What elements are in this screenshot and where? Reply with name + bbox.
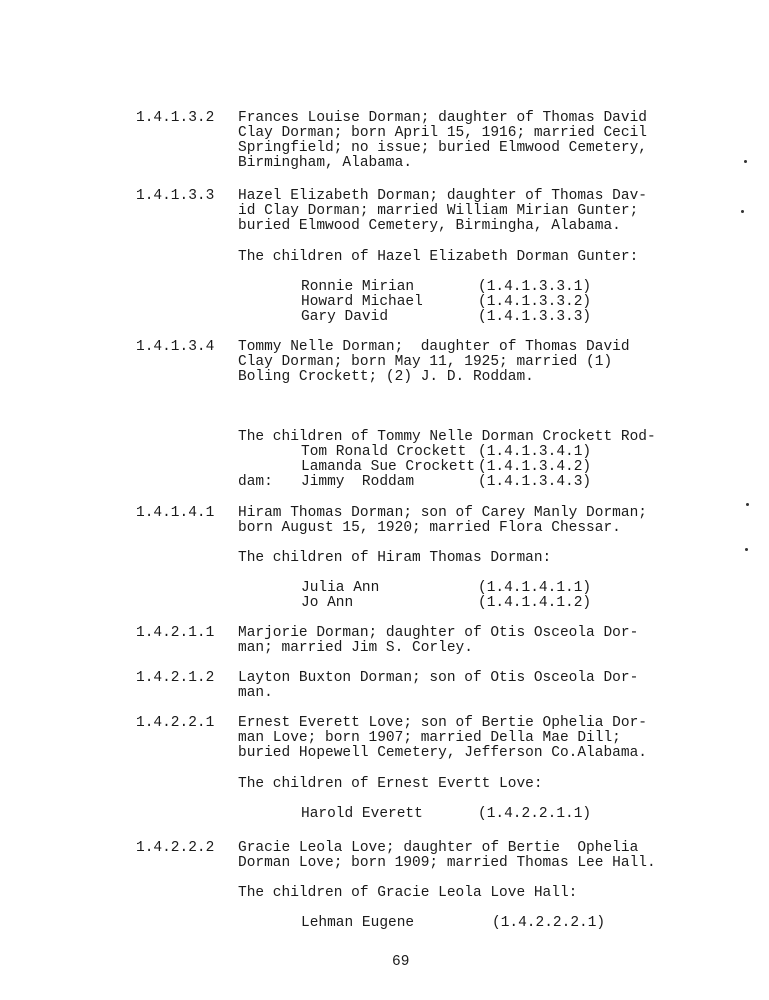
child-number: (1.4.1.3.4.3) [478, 474, 592, 490]
entry-line: Clay Dorman; born April 15, 1916; married Cecil [238, 125, 647, 141]
entry-line: born August 15, 1920; married Flora Chessar. [238, 520, 621, 536]
entry-text [238, 506, 678, 536]
entry-line: man; married Jim S. Corley. [238, 640, 473, 656]
children-intro: The children of Gracie Leola Love Hall: [238, 885, 578, 901]
entry-number: 1.4.2.1.1 [136, 625, 215, 641]
child-number: (1.4.2.2.1.1) [478, 806, 592, 822]
child-number: (1.4.1.3.3.2) [478, 294, 592, 310]
entry-number: 1.4.2.1.2 [136, 670, 215, 686]
entry-text [238, 189, 678, 234]
child-row [0, 475, 769, 490]
child-name: Jimmy Roddam [301, 474, 415, 490]
entry-line: buried Hopewell Cemetery, Jefferson Co.Alabama. [238, 745, 647, 761]
child-number: (1.4.2.2.2.1) [492, 915, 606, 931]
child-number: (1.4.1.3.4.1) [478, 444, 592, 460]
child-name: Gary David [301, 309, 389, 325]
entry-text [238, 340, 678, 385]
page-number: 69 [392, 954, 410, 970]
entry-line: id Clay Dorman; married William Mirian Gunter; [238, 203, 639, 219]
entry-line: Ernest Everett Love; son of Bertie Ophelia Dor- [238, 715, 647, 731]
child-number: (1.4.1.4.1.2) [478, 595, 592, 611]
child-row [0, 807, 769, 822]
children-intro: The children of Hazel Elizabeth Dorman Gunter: [238, 249, 639, 265]
children-intro: The children of Hiram Thomas Dorman: [238, 550, 552, 566]
entry-line: Gracie Leola Love; daughter of Bertie Ophelia [238, 840, 639, 856]
scan-speck [744, 160, 747, 163]
entry-line: Birmingham, Alabama. [238, 155, 413, 171]
child-row [0, 916, 769, 931]
entry-text [238, 111, 678, 171]
entry-text [238, 841, 678, 871]
children-intro: The children of Ernest Evertt Love: [238, 776, 543, 792]
child-name: Ronnie Mirian [301, 279, 415, 295]
child-name: Harold Everett [301, 806, 423, 822]
child-row [0, 310, 769, 325]
entry-text [238, 671, 678, 701]
entry-line: Hazel Elizabeth Dorman; daughter of Thomas Dav- [238, 188, 647, 204]
child-number: (1.4.1.3.3.1) [478, 279, 592, 295]
entry-line: Dorman Love; born 1909; married Thomas Lee Hall. [238, 855, 656, 871]
children-intro-line: dam: [238, 474, 273, 490]
entry-text [238, 716, 678, 761]
child-row [0, 460, 769, 475]
entry-line: Hiram Thomas Dorman; son of Carey Manly Dorman; [238, 505, 647, 521]
entry-number: 1.4.1.3.4 [136, 339, 215, 355]
child-name: Lamanda Sue Crockett [301, 459, 476, 475]
child-row [0, 445, 769, 460]
entry-number: 1.4.1.3.2 [136, 110, 215, 126]
child-row [0, 581, 769, 596]
entry-line: Layton Buxton Dorman; son of Otis Osceola Dor- [238, 670, 639, 686]
child-number: (1.4.1.3.4.2) [478, 459, 592, 475]
entry-number: 1.4.1.3.3 [136, 188, 215, 204]
entry-line: Springfield; no issue; buried Elmwood Cemetery, [238, 140, 647, 156]
entry-line: Boling Crockett; (2) J. D. Roddam. [238, 369, 534, 385]
entry-line: Tommy Nelle Dorman; daughter of Thomas David [238, 339, 630, 355]
child-row [0, 295, 769, 310]
entry-line: Marjorie Dorman; daughter of Otis Osceola Dor- [238, 625, 639, 641]
scan-speck [741, 210, 744, 213]
child-name: Jo Ann [301, 595, 354, 611]
entry-line: buried Elmwood Cemetery, Birmingha, Alabama. [238, 218, 621, 234]
entry-text [238, 626, 678, 656]
child-row [0, 596, 769, 611]
entry-line: Frances Louise Dorman; daughter of Thomas David [238, 110, 647, 126]
child-name: Julia Ann [301, 580, 380, 596]
entry-number: 1.4.2.2.1 [136, 715, 215, 731]
scan-speck [745, 548, 748, 551]
child-row [0, 280, 769, 295]
child-number: (1.4.1.3.3.3) [478, 309, 592, 325]
entry-line: man Love; born 1907; married Della Mae Dill; [238, 730, 621, 746]
child-name: Tom Ronald Crockett [301, 444, 467, 460]
entry-line: man. [238, 685, 273, 701]
child-number: (1.4.1.4.1.1) [478, 580, 592, 596]
scan-speck [746, 503, 749, 506]
child-name: Howard Michael [301, 294, 423, 310]
entry-line: Clay Dorman; born May 11, 1925; married (1) [238, 354, 613, 370]
child-name: Lehman Eugene [301, 915, 415, 931]
children-intro-line: The children of Tommy Nelle Dorman Crockett Rod- [238, 429, 656, 445]
entry-number: 1.4.2.2.2 [136, 840, 215, 856]
entry-number: 1.4.1.4.1 [136, 505, 215, 521]
